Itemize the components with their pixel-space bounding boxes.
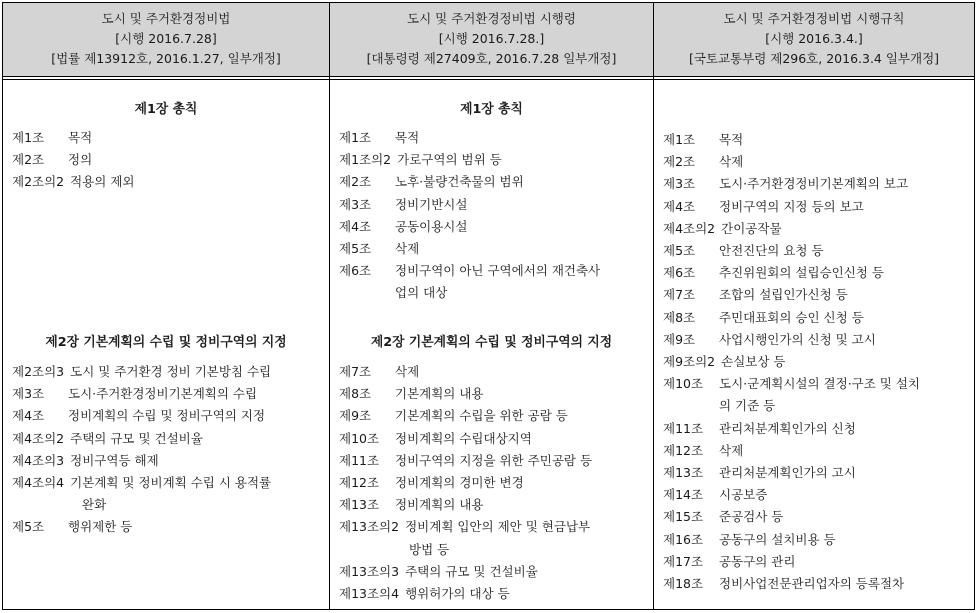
article-title: 공동구의 관리 [719,553,796,569]
article-title: 정비구역의 지정 등의 보고 [719,198,864,214]
header-effective-date: [시행 2016.7.28] [115,31,217,46]
article-number: 제4조의3 [12,452,65,468]
article-item [663,329,970,351]
article-title: 정비계획의 수립 및 정비구역의 지정 [68,408,266,424]
article-number: 제8조 [663,309,696,325]
article-title: 목적 [395,130,420,145]
article-number: 제1조 [339,130,372,145]
article-item [663,373,970,395]
article-number: 제17조 [663,553,704,569]
article-item [663,573,970,595]
article-number: 제12조 [339,475,380,491]
header-amendment: [대통령령 제27409호, 2016.7.28 일부개정] [366,51,617,66]
article-title: 기본계획 및 정비계획 수립 시 용적률 [70,475,272,491]
article-title: 주택의 규모 및 건설비율 [70,430,203,446]
article-item [339,516,649,538]
article-title: 행위허가의 대상 등 [405,586,510,602]
article-item [663,262,970,284]
article-number: 제10조 [663,376,704,392]
article-item [339,171,649,193]
article-number: 제3조 [339,196,372,212]
column-act [3,3,330,609]
article-number: 제4조의2 [12,430,65,446]
article-title: 도시·주거환경정비기본계획의 보고 [719,176,909,192]
article-number: 제7조 [339,364,372,379]
article-number: 제9조 [339,408,372,424]
article-item-continuation [339,282,649,304]
article-list [12,127,325,194]
header-amendment: [법률 제13912호, 2016.1.27, 일부개정] [51,51,281,66]
article-item [339,238,649,260]
article-number: 제4조의2 [663,220,716,236]
article-number: 제15조 [663,509,704,525]
article-list [339,127,649,305]
article-title: 기본계획의 내용 [395,386,484,402]
column-header [654,3,974,77]
article-number: 제2조의2 [12,174,65,190]
article-title: 정비기반시설 [395,196,468,212]
article-number: 제7조 [663,287,696,303]
article-title: 목적 [719,132,744,147]
article-number: 제10조 [339,430,380,446]
article-item [12,383,325,405]
article-item [663,551,970,573]
article-number: 제4조의4 [12,475,65,491]
article-item [663,440,970,462]
article-title: 정비사업전문관리업자의 등록절차 [719,576,905,592]
article-item [339,494,649,516]
article-item [339,361,649,383]
article-title: 추진위원회의 설립승인신청 등 [719,265,884,281]
article-item [663,196,970,218]
article-title: 삭제 [395,241,420,257]
article-item [339,127,649,149]
article-title: 도시·주거환경정비기본계획의 수립 [68,386,258,402]
article-number: 제4조 [12,408,45,424]
article-title: 정의 [68,152,93,168]
article-item [339,194,649,216]
article-item-continuation [12,494,325,516]
article-title: 삭제 [719,154,744,170]
header-amendment: [국토교통부령 제296호, 2016.3.4 일부개정] [688,51,940,66]
article-list [12,361,325,539]
chapter-title: 제2장 기본계획의 수립 및 정비구역의 지정 [45,335,287,350]
article-number: 제1조의2 [339,152,392,168]
article-title-continuation: 업의 대상 [395,285,448,301]
article-title: 주택의 규모 및 건설비율 [405,563,538,579]
article-item [663,240,970,262]
article-title: 정비계획 입안의 제안 및 현금납부 [405,519,591,535]
article-item [663,218,970,240]
article-number: 제3조 [663,176,696,192]
article-number: 제13조의3 [339,563,400,579]
article-item [12,361,325,383]
article-item [339,472,649,494]
article-title: 안전진단의 요청 등 [719,243,824,259]
article-item [339,405,649,427]
article-item [339,149,649,171]
header-title: 도시 및 주거환경정비법 시행령 [407,11,576,26]
article-title: 사업시행인가의 신청 및 고시 [719,331,876,347]
article-number: 제11조 [663,420,704,436]
article-number: 제9조 [663,331,696,347]
article-item [339,450,649,472]
article-title: 삭제 [395,364,420,379]
article-item [12,516,325,538]
article-title: 행위제한 등 [68,519,133,535]
article-number: 제18조 [663,576,704,592]
article-item [12,149,325,171]
article-list [339,361,649,605]
article-title: 관리처분계획인가의 신청 [719,420,856,436]
article-item [12,450,325,472]
article-list [663,129,970,595]
article-title: 가로구역의 범위 등 [397,152,502,168]
article-title: 목적 [68,130,93,145]
article-item [663,307,970,329]
article-number: 제5조 [663,243,696,259]
article-item [663,284,970,306]
header-title: 도시 및 주거환경정비법 시행규칙 [723,11,905,26]
article-title: 정비계획의 내용 [395,497,484,513]
article-item-continuation [339,539,649,561]
column-header [3,3,329,77]
article-item [663,151,970,173]
article-number: 제8조 [339,386,372,402]
article-item [339,561,649,583]
article-title: 도시·군계획시설의 결정·구조 및 설치 [719,376,920,392]
article-title: 적용의 제외 [70,174,135,190]
article-number: 제1조 [663,132,696,147]
article-item [663,462,970,484]
column-rules [654,3,974,609]
article-title: 준공검사 등 [719,509,784,525]
article-item [12,171,325,193]
article-title: 공동이용시설 [395,218,468,234]
chapter-title: 제1장 총칙 [460,102,523,117]
article-title: 공동구의 설치비용 등 [719,531,836,547]
header-effective-date: [시행 2016.7.28.] [438,31,545,46]
article-number: 제9조의2 [663,354,716,370]
article-number: 제3조 [12,386,45,402]
article-title: 정비구역등 해제 [70,452,159,468]
article-title: 삭제 [719,442,744,458]
article-title: 정비구역이 아닌 구역에서의 재건축사 [395,263,601,279]
article-item [339,216,649,238]
article-title: 정비구역의 지정을 위한 주민공람 등 [395,452,593,468]
article-title: 정비계획의 경미한 변경 [395,475,524,491]
column-header [330,3,653,77]
article-item [663,529,970,551]
article-item [339,383,649,405]
article-number: 제4조 [663,198,696,214]
article-title: 기본계획의 수립을 위한 공람 등 [395,408,568,424]
article-number: 제11조 [339,452,380,468]
article-title: 정비계획의 수립대상지역 [395,430,532,446]
article-item [663,173,970,195]
article-number: 제2조 [339,174,372,190]
article-item [12,405,325,427]
article-number: 제13조의2 [339,519,400,535]
article-number: 제6조 [663,265,696,281]
chapter-title: 제1장 총칙 [134,102,198,117]
article-item [339,260,649,282]
chapter-title: 제2장 기본계획의 수립 및 정비구역의 지정 [370,335,613,350]
column-decree [330,3,654,609]
article-number: 제2조 [663,154,696,170]
article-item [663,506,970,528]
article-item [663,129,970,151]
article-number: 제1조 [12,130,45,145]
article-item [12,127,325,149]
article-item [339,428,649,450]
article-number: 제2조 [12,152,45,168]
header-title: 도시 및 주거환경정비법 [101,11,231,26]
article-item-continuation [663,395,970,417]
article-item [663,351,970,373]
article-title: 손실보상 등 [721,354,786,370]
article-number: 제13조 [663,465,704,481]
article-number: 제13조 [339,497,380,513]
article-title: 시공보증 [719,487,768,503]
article-number: 제14조 [663,487,704,503]
law-comparison-table [2,2,975,610]
article-title: 간이공작물 [721,220,782,236]
article-item [12,472,325,494]
article-number: 제16조 [663,531,704,547]
article-title: 관리처분계획인가의 고시 [719,465,856,481]
article-title-continuation: 완화 [82,497,107,513]
article-number: 제12조 [663,442,704,458]
header-effective-date: [시행 2016.3.4.] [765,31,863,46]
article-item [339,583,649,605]
article-title-continuation: 의 기준 등 [719,398,776,414]
article-title: 주민대표회의 승인 신청 등 [719,309,864,325]
article-number: 제2조의3 [12,364,65,379]
article-title: 도시 및 주거환경 정비 기본방침 수립 [70,364,272,379]
article-number: 제5조 [12,519,45,535]
article-item [12,428,325,450]
article-title: 노후·불량건축물의 범위 [395,174,524,190]
article-number: 제6조 [339,263,372,279]
article-title-continuation: 방법 등 [409,541,450,557]
article-number: 제13조의4 [339,586,400,602]
article-item [663,418,970,440]
article-title: 조합의 설립인가신청 등 [719,287,848,303]
article-number: 제5조 [339,241,372,257]
article-item [663,484,970,506]
article-number: 제4조 [339,218,372,234]
